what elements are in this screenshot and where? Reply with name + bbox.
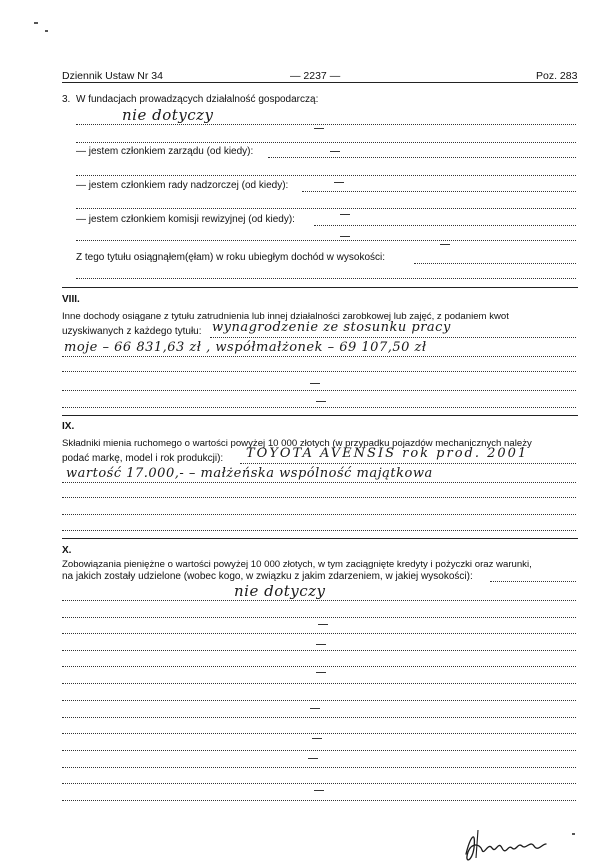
fill-line [62, 733, 576, 734]
header-rule [62, 82, 578, 83]
fill-line [62, 482, 576, 483]
fill-line [76, 142, 576, 143]
fill-line [62, 600, 576, 601]
fill-line [62, 530, 576, 531]
audit-label: — jestem członkiem komisji rewizyjnej (od kiedy): [76, 214, 295, 225]
blank-dash [340, 236, 350, 237]
fill-line [62, 683, 576, 684]
scan-mark [572, 833, 575, 835]
section-divider [62, 415, 578, 416]
blank-dash [312, 738, 322, 739]
fill-line [268, 157, 576, 158]
journal-title: Dziennik Ustaw Nr 34 [62, 70, 163, 82]
fill-line [62, 717, 576, 718]
section8-text2: uzyskiwanych z każdego tytułu: [62, 326, 202, 337]
section9-answer2: wartość 17.000,- – małżeńska wspólność majątkowa [66, 466, 433, 481]
section3-title: W fundacjach prowadzących działalność gospodarczą: [76, 94, 319, 105]
blank-dash [316, 644, 326, 645]
blank-dash [310, 708, 320, 709]
fill-line [62, 783, 576, 784]
section10-number: X. [62, 545, 72, 556]
blank-dash [318, 624, 328, 625]
blank-dash [340, 214, 350, 215]
section8-number: VIII. [62, 294, 80, 305]
section10-answer: nie dotyczy [234, 582, 326, 600]
blank-dash [440, 244, 450, 245]
fill-line [62, 633, 576, 634]
blank-dash [316, 672, 326, 673]
blank-dash [314, 790, 324, 791]
fill-line [62, 390, 576, 391]
section10-text2: na jakich zostały udzielone (wobec kogo, w związku z jakim zdarzeniem, w jakiej wysokości): [62, 571, 473, 582]
blank-dash [310, 383, 320, 384]
scan-mark [45, 30, 48, 32]
fill-line [62, 356, 576, 357]
fill-line [414, 263, 576, 264]
scan-mark [34, 22, 38, 24]
fill-line [62, 767, 576, 768]
board-label: — jestem członkiem zarządu (od kiedy): [76, 146, 254, 157]
section-divider [62, 538, 578, 539]
fill-line [62, 497, 576, 498]
section8-text1: Inne dochody osiągane z tytułu zatrudnienia lub innej działalności zarobkowej lub zajęć, z podaniem kwot [62, 311, 509, 322]
fill-line [76, 278, 576, 279]
fill-line [76, 240, 576, 241]
blank-dash [316, 401, 326, 402]
fill-line [62, 700, 576, 701]
blank-dash [334, 182, 344, 183]
section3-answer: nie dotyczy [122, 106, 214, 124]
section10-text1: Zobowiązania pieniężne o wartości powyżej 10 000 złotych, w tym zaciągnięte kredyty i pożyczki oraz warunki, [62, 559, 532, 570]
fill-line [62, 750, 576, 751]
fill-line [240, 463, 576, 464]
fill-line [62, 666, 576, 667]
fill-line [76, 208, 576, 209]
section9-text2: podać markę, model i rok produkcji): [62, 453, 224, 464]
section9-number: IX. [62, 421, 75, 432]
supervisory-label: — jestem członkiem rady nadzorczej (od kiedy): [76, 180, 289, 191]
section9-text1: Składniki mienia ruchomego o wartości powyżej 10 000 złotych (w przypadku pojazdów mechanicznych należy [62, 438, 532, 449]
position-number: Poz. 283 [536, 70, 578, 82]
blank-dash [330, 151, 340, 152]
section8-answer2: moje – 66 831,63 zł , współmałżonek – 69 107,50 zł [64, 340, 427, 355]
section3-number: 3. [62, 94, 71, 105]
fill-line [62, 371, 576, 372]
fill-line [62, 617, 576, 618]
section9-answer1: TOYOTA AVENSIS rok prod. 2001 [246, 446, 529, 461]
income-label: Z tego tytułu osiągnąłem(ęłam) w roku ubiegłym dochód w wysokości: [76, 252, 386, 263]
handwritten-signature [458, 818, 558, 868]
section8-answer1: wynagrodzenie ze stosunku pracy [212, 320, 451, 335]
fill-line [62, 514, 576, 515]
fill-line [302, 191, 576, 192]
fill-line [76, 175, 576, 176]
section-divider [62, 287, 578, 288]
fill-line [62, 800, 576, 801]
fill-line [62, 650, 576, 651]
fill-line [490, 581, 576, 582]
blank-dash [308, 758, 318, 759]
blank-dash [314, 128, 324, 129]
fill-line [76, 124, 576, 125]
fill-line [210, 337, 576, 338]
fill-line [314, 225, 576, 226]
page-number: — 2237 — [290, 70, 341, 82]
fill-line [62, 407, 576, 408]
